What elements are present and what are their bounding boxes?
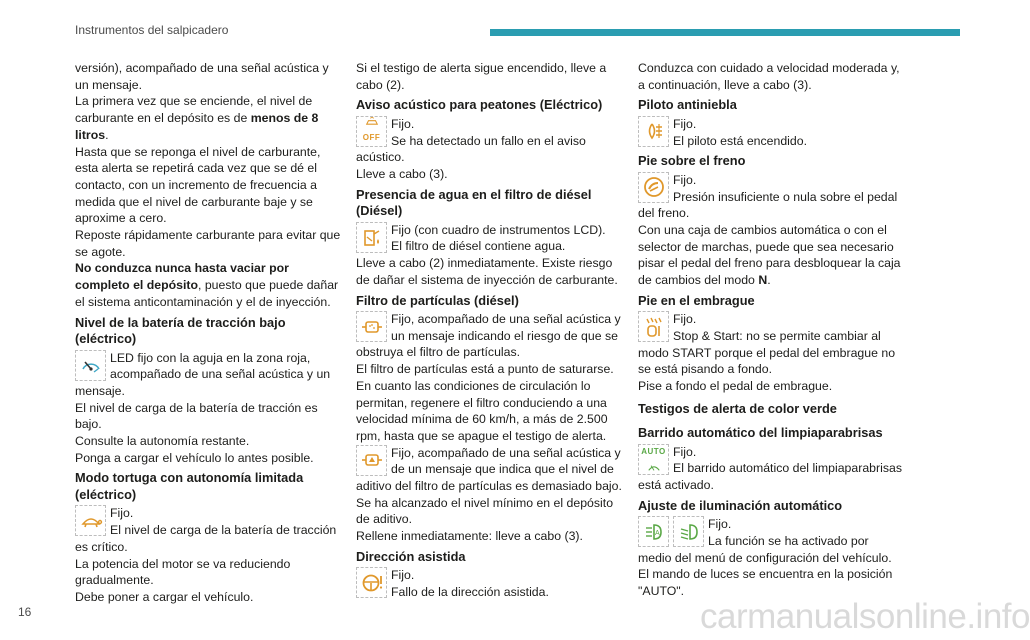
section-heading-green-lights: Testigos de alerta de color verde xyxy=(638,400,837,416)
pedestrian-sound-off-icon: OFF xyxy=(356,116,387,147)
water-in-diesel-icon xyxy=(356,222,387,253)
steering-wheel-warning-icon xyxy=(356,567,387,598)
section-heading-brake: Pie sobre el freno xyxy=(638,153,746,169)
turtle-block: Fijo. El nivel de carga de la batería de tracción es crítico. La potencia del motor se va reduciendo gradualmente. Debe poner a cargar el vehículo. xyxy=(75,506,337,604)
section-heading-auto-wiper: Barrido automático del limpiaparabrisas xyxy=(638,425,883,441)
column-1 xyxy=(75,60,342,606)
battery-block: LED fijo con la aguja en la zona roja, acompañado de una señal acústica y un mensaje. El nivel de carga de la batería de tracción es bajo. Consulte la autonomía restante. Ponga a cargar el vehículo lo antes posible. xyxy=(75,350,331,465)
section-heading-auto-lighting: Ajuste de iluminación automático xyxy=(638,497,843,513)
svg-text:A: A xyxy=(654,529,660,537)
power-steering-block: Fijo. Fallo de la dirección asistida. xyxy=(356,567,623,600)
section-heading-battery: Nivel de la batería de tracción bajo (eléctrico) xyxy=(75,314,286,347)
paragraph: Conduzca con cuidado a velocidad moderada y, a continuación, lleve a cabo (3). xyxy=(638,61,900,92)
particle-filter-icon xyxy=(356,311,387,342)
auto-lighting-block: A Fijo. La función se ha activado por medio del menú de configuración del vehículo. El mando de luces se encuentra en la posición "AUTO". xyxy=(638,517,893,599)
low-beam-icon xyxy=(673,516,704,547)
header-title: Instrumentos del salpicadero xyxy=(75,23,229,37)
section-heading-particle-filter: Filtro de partículas (diésel) xyxy=(356,292,519,308)
foot-on-brake-icon xyxy=(638,172,669,203)
brake-block: Fijo. Presión insuficiente o nula sobre el pedal del freno. Con una caja de cambios automática o con el selector de marchas, puede que sea necesario pisar el pedal del freno para desbloquear la caja de cambios del modo N. xyxy=(638,172,901,288)
paragraph: Si el testigo de alerta sigue encendido, lleve a cabo (2). xyxy=(356,61,607,92)
section-heading-power-steering: Dirección asistida xyxy=(356,548,466,564)
turtle-icon xyxy=(75,505,106,536)
paragraph: Reposte rápidamente carburante para evitar que se agote. xyxy=(75,228,341,259)
column-3 xyxy=(638,60,905,600)
auto-wiper-icon: AUTO xyxy=(638,444,669,475)
pedestrian-block: OFF Fijo. Se ha detectado un fallo en el aviso acústico. Lleve a cabo (3). xyxy=(356,116,586,182)
paragraph: Hasta que se reponga el nivel de carburante, esta alerta se repetirá cada vez que se dé el contacto, con un incremento de frecuencia a medida que el nivel de carburante baje y se aproxime a cero. xyxy=(75,144,321,226)
battery-gauge-icon xyxy=(75,350,106,381)
water-diesel-block: Fijo (con cuadro de instrumentos LCD). El filtro de diésel contiene agua. Lleve a cabo (2) inmediatamente. Existe riesgo de dañar el sistema de inyección de carburante. xyxy=(356,222,618,287)
column-2 xyxy=(356,60,623,601)
paragraph: No conduzca nunca hasta vaciar por completo el depósito, puesto que puede dañar el sistema anticontaminación y el de inyección. xyxy=(75,261,339,309)
page-number: 16 xyxy=(18,605,32,619)
section-heading-water-in-diesel: Presencia de agua en el filtro de diésel (Diésel) xyxy=(356,186,592,219)
rear-fog-light-icon xyxy=(638,116,669,147)
header-accent-bar xyxy=(490,29,960,36)
particle-filter-additive-block: Fijo, acompañado de una señal acústica y de un mensaje que indica que el nivel de aditivo del filtro de partículas es demasiado bajo. Se ha alcanzado el nivel mínimo en el depósito de aditivo. Rellene inmediatamente: lleve a cabo (3). xyxy=(356,445,622,544)
section-heading-clutch: Pie en el embrague xyxy=(638,292,755,308)
auto-wiper-block: AUTO Fijo. El barrido automático del limpiaparabrisas está activado. xyxy=(638,444,902,493)
paragraph: La primera vez que se enciende, el nivel de carburante en el depósito es de menos de 8 litros. xyxy=(75,94,319,142)
particle-filter-additive-icon xyxy=(356,445,387,476)
auto-headlight-icon xyxy=(638,516,669,547)
foot-on-clutch-icon xyxy=(638,311,669,342)
particle-filter-block: Fijo, acompañado de una señal acústica y un mensaje indicando el riesgo de que se obstruya el filtro de partículas. El filtro de partículas está a punto de saturarse. En cuanto las condiciones de circulación lo permitan, regenere el filtro conduciendo a una velocidad mínima de 60 km/h, a más de 2.500 rpm, hasta que se apague el testigo de alerta. xyxy=(356,312,621,443)
section-heading-turtle: Modo tortuga con autonomía limitada (eléctrico) xyxy=(75,470,304,502)
paragraph: versión), acompañado de una señal acústica y un mensaje. xyxy=(75,61,329,92)
clutch-block: Fijo. Stop & Start: no se permite cambiar al modo START porque el pedal del embrague no se está pisando a fondo. Pise a fondo el pedal de embrague. xyxy=(638,312,896,394)
watermark: carmanualsonline.info xyxy=(700,597,1030,636)
section-heading-fog-light: Piloto antiniebla xyxy=(638,97,737,113)
section-heading-pedestrian: Aviso acústico para peatones (Eléctrico) xyxy=(356,97,603,113)
fog-light-block: Fijo. El piloto está encendido. xyxy=(638,116,905,149)
